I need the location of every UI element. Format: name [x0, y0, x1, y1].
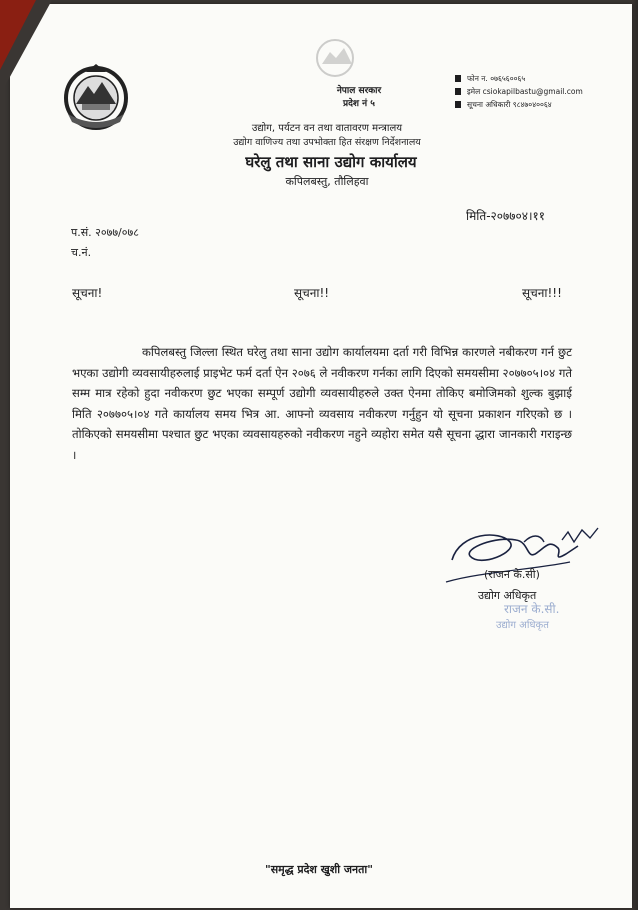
handwritten-signature — [440, 512, 605, 662]
notice-heading-1: सूचना! — [72, 286, 103, 300]
signatory-name: (राजन के.सी) — [484, 568, 540, 581]
info-officer-icon — [455, 101, 461, 108]
contact-info-officer — [455, 98, 583, 111]
contact-phone — [455, 72, 583, 85]
header-office-name: घरेलु तथा साना उद्योग कार्यालय — [245, 153, 417, 171]
header-province: प्रदेश नं ५ — [343, 99, 375, 109]
contact-email — [455, 85, 583, 98]
dispatch-number: च.नं. — [71, 246, 92, 259]
contact-phone-text: फोन न. ०७६५६००६५ — [467, 74, 526, 83]
signatory-title: उद्योग अधिकृत — [478, 589, 537, 602]
reference-number: प.सं. २०७७/०७८ — [71, 226, 139, 239]
notice-body: कपिलबस्तु जिल्ला स्थित घरेलु तथा साना उद्योग कार्यालयमा दर्ता गरी विभिन्न कारणले नबीकरण गर्न छुट भएका उद्योगी व्यवसायीहरुलाई प्राइभेट फर्म दर्ता ऐन २०७६ ले नवीकरण गर्नका लागि दिएको समयसीमा २०७७०५।०४ गते सम्म मात्र रहेको हुदा नवीकरण छुट भएका सम्पूर्ण उद्योगी व्यवसायीहरुले उक्त ऐनमा तोकिए बमोजिमको शुल्क बुझाई मिति २०७७०५।०४ गते कार्यालय समय भित्र आ. आफ्नो व्यवसाय नवीकरण गर्नुहुन यो सूचना प्रकाशन गरिएको छ । तोकिएको समयसीमा पश्चात छुट भएका व्यवसायहरुको नवीकरण नहुने व्यहोरा समेत यसै सूचना द्धारा जानकारी गराइन्छ । — [72, 345, 572, 462]
email-icon — [455, 88, 461, 95]
header-location: कपिलबस्तु, तौलिहवा — [285, 175, 369, 188]
contact-email-text: इमेल csiokapilbastu@gmail.com — [467, 87, 583, 96]
faint-seal-icon — [300, 36, 370, 84]
notice-heading-3: सूचना!!! — [522, 286, 562, 300]
contact-block — [455, 72, 583, 111]
header-directorate: उद्योग वाणिज्य तथा उपभोक्ता हित संरक्षण निर्देशनालय — [233, 137, 421, 148]
header-government: नेपाल सरकार — [336, 86, 382, 96]
red-fabric-corner — [0, 0, 36, 70]
footer-slogan: "समृद्ध प्रदेश खुशी जनता" — [264, 863, 374, 876]
phone-icon — [455, 75, 461, 82]
stamp-title: उद्योग अधिकृत — [496, 620, 549, 631]
notice-heading-2: सूचना!! — [294, 286, 330, 300]
letter-date: मिति-२०७७०४।११ — [466, 209, 546, 223]
contact-info-officer-text: सूचना अधिकारी ९८४७०४००६४ — [467, 100, 552, 109]
stamp-name: राजन के.सी. — [504, 602, 560, 616]
header-ministry: उद्योग, पर्यटन वन तथा वातावरण मन्त्रालय — [251, 123, 403, 134]
